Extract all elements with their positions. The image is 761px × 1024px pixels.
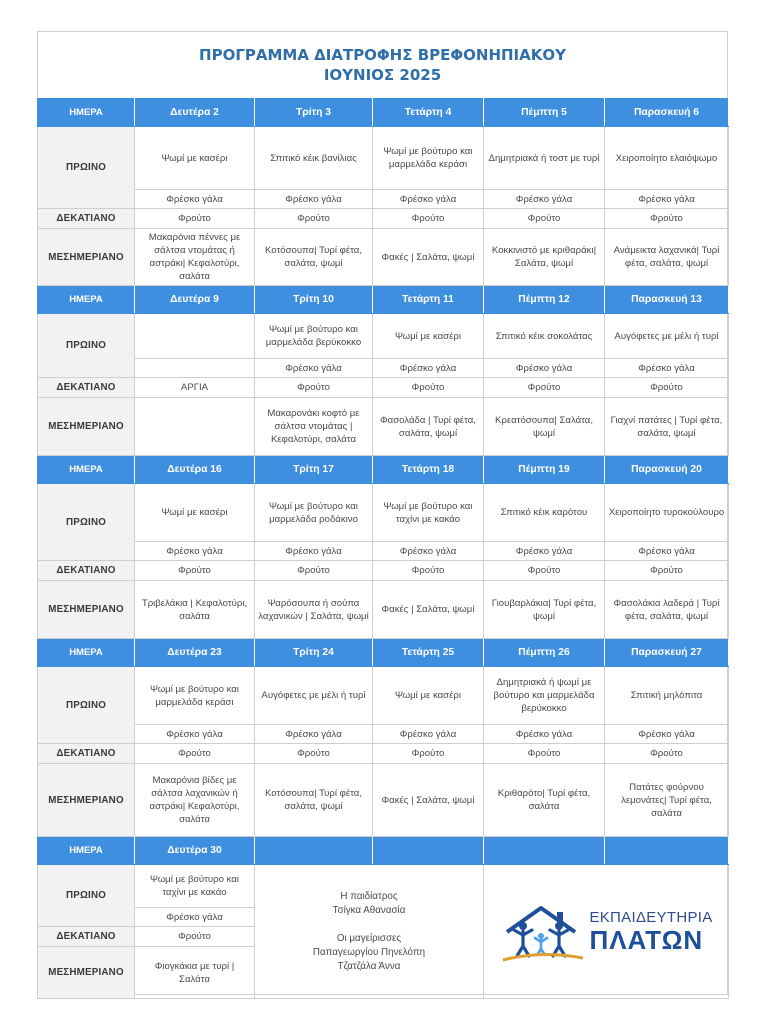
- breakfast-label: ΠΡΩΙΝΟ: [38, 667, 135, 744]
- breakfast-cell: Σπιτικό κέικ καρότου: [484, 484, 605, 542]
- day-header: Παρασκευή 27: [605, 639, 729, 667]
- snack-cell: Φρούτο: [484, 561, 605, 581]
- breakfast-cell: Αυγόφετες με μέλι ή τυρί: [605, 314, 729, 359]
- milk-row: [38, 359, 729, 378]
- milk-cell: Φρέσκο γάλα: [373, 190, 484, 209]
- milk-row: [38, 542, 729, 561]
- school-logo: [484, 902, 728, 962]
- signatures-block: [255, 865, 484, 999]
- lunch-cell: [135, 398, 255, 456]
- day-header: Πέμπτη 19: [484, 456, 605, 484]
- snack-row: [38, 561, 729, 581]
- snack-cell: Φρούτο: [373, 378, 484, 398]
- breakfast-cell: Ψωμί με κασέρι: [373, 314, 484, 359]
- milk-cell: Φρέσκο γάλα: [135, 725, 255, 744]
- milk-cell: Φρέσκο γάλα: [135, 190, 255, 209]
- day-header: Τρίτη 24: [255, 639, 373, 667]
- week-header-row: [38, 639, 729, 667]
- milk-cell: Φρέσκο γάλα: [255, 190, 373, 209]
- day-header: Παρασκευή 13: [605, 286, 729, 314]
- snack-label: ΔΕΚΑΤΙΑΝΟ: [38, 561, 135, 581]
- day-header: Παρασκευή 6: [605, 99, 729, 127]
- snack-cell: Φρούτο: [605, 209, 729, 229]
- lunch-cell: Φασολάκια λαδερά | Τυρί φέτα, σαλάτα, ψωμί: [605, 581, 729, 639]
- day-header: Πέμπτη 12: [484, 286, 605, 314]
- milk-cell: Φρέσκο γάλα: [484, 542, 605, 561]
- week-header-row: [38, 456, 729, 484]
- lunch-cell: Γιουβαρλάκια| Τυρί φέτα, ψωμί: [484, 581, 605, 639]
- snack-label: ΔΕΚΑΤΙΑΝΟ: [38, 744, 135, 764]
- breakfast-row: [38, 667, 729, 725]
- milk-cell: Φρέσκο γάλα: [605, 359, 729, 378]
- breakfast-cell: Ψωμί με κασέρι: [373, 667, 484, 725]
- milk-cell: Φρέσκο γάλα: [605, 542, 729, 561]
- logo-subtitle: ΕΚΠΑΙΔΕΥΤΗΡΙΑ: [589, 909, 713, 926]
- breakfast-row: [38, 484, 729, 542]
- snack-cell: ΑΡΓΙΑ: [135, 378, 255, 398]
- empty-header: [605, 837, 729, 865]
- lunch-row: [38, 581, 729, 639]
- day-header: Παρασκευή 20: [605, 456, 729, 484]
- snack-cell: Φρούτο: [484, 744, 605, 764]
- snack-label: ΔΕΚΑΤΙΑΝΟ: [38, 927, 135, 947]
- breakfast-cell: Ψωμί με βούτυρο και ταχίνι με κακάο: [373, 484, 484, 542]
- day-column-label: ΗΜΕΡΑ: [38, 99, 135, 127]
- day-header: Δευτέρα 16: [135, 456, 255, 484]
- day-column-label: ΗΜΕΡΑ: [38, 456, 135, 484]
- pediatrician-title: Η παιδίατρος: [340, 890, 398, 902]
- day-column-label: ΗΜΕΡΑ: [38, 639, 135, 667]
- lunch-cell: Μακαρονάκι κοφτό με σάλτσα ντομάτας | Κεφαλοτύρι, σαλάτα: [255, 398, 373, 456]
- logo-block: [484, 865, 729, 999]
- lunch-label: ΜΕΣΗΜΕΡΙΑΝΟ: [38, 229, 135, 286]
- snack-cell: Φρούτο: [605, 561, 729, 581]
- lunch-cell: Μακαρόνια βίδες με σάλτσα λαχανικών ή αστράκι| Κεφαλοτύρι, σαλάτα: [135, 764, 255, 837]
- snack-cell: Φρούτο: [255, 209, 373, 229]
- lunch-cell: Πατάτες φούρνου λεμονάτες| Τυρί φέτα, σαλάτα: [605, 764, 729, 837]
- day-header: Τετάρτη 4: [373, 99, 484, 127]
- empty-header: [255, 837, 373, 865]
- breakfast-row: [38, 127, 729, 190]
- breakfast-cell: Ψωμί με κασέρι: [135, 484, 255, 542]
- breakfast-label: ΠΡΩΙΝΟ: [38, 314, 135, 378]
- cook-name: Παπαγεωργίου Πηνελόπη: [312, 946, 426, 958]
- snack-cell: Φρούτο: [135, 209, 255, 229]
- snack-row: [38, 378, 729, 398]
- breakfast-cell: Δημητριακά ή ψωμί με βούτυρο και μαρμελάδα βερύκοκκο: [484, 667, 605, 725]
- lunch-cell: Κοτόσουπα| Τυρί φέτα, σαλάτα, ψωμί: [255, 764, 373, 837]
- breakfast-cell: Αυγόφετες με μέλι ή τυρί: [255, 667, 373, 725]
- snack-cell: Φρούτο: [135, 744, 255, 764]
- day-header: Πέμπτη 5: [484, 99, 605, 127]
- milk-row: [38, 725, 729, 744]
- breakfast-cell: Σπιτική μηλόπιτα: [605, 667, 729, 725]
- breakfast-cell: Ψωμί με βούτυρο και ταχίνι με κακάο: [135, 865, 255, 908]
- day-header: Δευτέρα 23: [135, 639, 255, 667]
- milk-cell: Φρέσκο γάλα: [484, 725, 605, 744]
- day-header: Τετάρτη 11: [373, 286, 484, 314]
- lunch-cell: Φιογκάκια με τυρί | Σαλάτα: [135, 947, 255, 999]
- breakfast-cell: Σπιτικό κέικ βανίλιας: [255, 127, 373, 190]
- milk-cell: Φρέσκο γάλα: [484, 190, 605, 209]
- breakfast-cell: Σπιτικό κέικ σοκολάτας: [484, 314, 605, 359]
- snack-cell: Φρούτο: [135, 561, 255, 581]
- day-header: Τετάρτη 25: [373, 639, 484, 667]
- breakfast-row: [38, 865, 729, 908]
- lunch-label: ΜΕΣΗΜΕΡΙΑΝΟ: [38, 398, 135, 456]
- snack-label: ΔΕΚΑΤΙΑΝΟ: [38, 209, 135, 229]
- milk-cell: Φρέσκο γάλα: [255, 359, 373, 378]
- snack-cell: Φρούτο: [605, 378, 729, 398]
- lunch-label: ΜΕΣΗΜΕΡΙΑΝΟ: [38, 947, 135, 999]
- day-header: Δευτέρα 2: [135, 99, 255, 127]
- day-header: Τρίτη 10: [255, 286, 373, 314]
- breakfast-cell: Χειροποίητο ελαιόψωμο: [605, 127, 729, 190]
- milk-cell: Φρέσκο γάλα: [605, 725, 729, 744]
- breakfast-cell: [135, 314, 255, 359]
- day-header: Πέμπτη 26: [484, 639, 605, 667]
- lunch-row: [38, 229, 729, 286]
- lunch-cell: Φακές | Σαλάτα, ψωμί: [373, 764, 484, 837]
- milk-cell: Φρέσκο γάλα: [373, 542, 484, 561]
- lunch-cell: Κοκκινιστό με κριθαράκι|Σαλάτα, ψωμί: [484, 229, 605, 286]
- breakfast-cell: Ψωμί με βούτυρο και μαρμελάδα κεράσι: [373, 127, 484, 190]
- milk-cell: Φρέσκο γάλα: [135, 908, 255, 927]
- family-house-icon: [499, 902, 585, 962]
- milk-cell: Φρέσκο γάλα: [373, 359, 484, 378]
- pediatrician-name: Τσίγκα Αθανασία: [332, 904, 406, 916]
- page-title: [37, 31, 728, 98]
- snack-cell: Φρούτο: [255, 561, 373, 581]
- milk-row: [38, 190, 729, 209]
- lunch-cell: Τριβελάκια | Κεφαλοτύρι, σαλάτα: [135, 581, 255, 639]
- milk-cell: Φρέσκο γάλα: [255, 725, 373, 744]
- empty-header: [373, 837, 484, 865]
- snack-cell: Φρούτο: [484, 209, 605, 229]
- day-header: Δευτέρα 9: [135, 286, 255, 314]
- lunch-cell: Ψαρόσουπα ή σούπα λαχανικών | Σαλάτα, ψωμί: [255, 581, 373, 639]
- breakfast-cell: Ψωμί με βούτυρο και μαρμελάδα ροδάκινο: [255, 484, 373, 542]
- breakfast-label: ΠΡΩΙΝΟ: [38, 127, 135, 209]
- lunch-label: ΜΕΣΗΜΕΡΙΑΝΟ: [38, 764, 135, 837]
- logo-title: ΠΛΑΤΩΝ: [589, 925, 704, 955]
- week-header-row: [38, 837, 729, 865]
- day-header: Τρίτη 3: [255, 99, 373, 127]
- breakfast-cell: Ψωμί με βούτυρο και μαρμελάδα κεράσι: [135, 667, 255, 725]
- lunch-row: [38, 764, 729, 837]
- empty-header: [484, 837, 605, 865]
- day-header: Τρίτη 17: [255, 456, 373, 484]
- milk-cell: Φρέσκο γάλα: [484, 359, 605, 378]
- snack-cell: Φρούτο: [373, 561, 484, 581]
- week-header-row: [38, 99, 729, 127]
- lunch-cell: Φακές | Σαλάτα, ψωμί: [373, 581, 484, 639]
- snack-cell: Φρούτο: [373, 209, 484, 229]
- breakfast-row: [38, 314, 729, 359]
- breakfast-cell: Χειροποίητο τυροκούλουρο: [605, 484, 729, 542]
- cooks-title: Οι μαγείρισσες: [336, 932, 402, 944]
- milk-cell: Φρέσκο γάλα: [373, 725, 484, 744]
- day-header: Δευτέρα 30: [135, 837, 255, 865]
- lunch-cell: Φακές | Σαλάτα, ψωμί: [373, 229, 484, 286]
- milk-cell: Φρέσκο γάλα: [255, 542, 373, 561]
- cook-name: Τζατζάλα Άννα: [337, 960, 401, 972]
- menu-table: [37, 98, 729, 999]
- milk-cell: Φρέσκο γάλα: [135, 542, 255, 561]
- lunch-cell: Κοτόσουπα| Τυρί φέτα, σαλάτα, ψωμί: [255, 229, 373, 286]
- snack-cell: Φρούτο: [484, 378, 605, 398]
- breakfast-label: ΠΡΩΙΝΟ: [38, 484, 135, 561]
- day-header: Τετάρτη 18: [373, 456, 484, 484]
- lunch-cell: Ανάμεικτα λαχανικά| Τυρί φέτα, σαλάτα, ψωμί: [605, 229, 729, 286]
- snack-cell: Φρούτο: [255, 378, 373, 398]
- snack-cell: Φρούτο: [373, 744, 484, 764]
- breakfast-cell: Ψωμί με κασέρι: [135, 127, 255, 190]
- breakfast-cell: Ψωμί με βούτυρο και μαρμελάδα βερύκοκκο: [255, 314, 373, 359]
- week-header-row: [38, 286, 729, 314]
- lunch-cell: Γιαχνί πατάτες | Τυρί φέτα, σαλάτα, ψωμί: [605, 398, 729, 456]
- snack-row: [38, 744, 729, 764]
- snack-row: [38, 209, 729, 229]
- title-line-2: ΙΟΥΝΙΟΣ 2025: [323, 65, 442, 84]
- breakfast-label: ΠΡΩΙΝΟ: [38, 865, 135, 927]
- breakfast-cell: Δημητριακά ή τοστ με τυρί: [484, 127, 605, 190]
- milk-cell: Φρέσκο γάλα: [605, 190, 729, 209]
- title-line-1: ΠΡΟΓΡΑΜΜΑ ΔΙΑΤΡΟΦΗΣ ΒΡΕΦΟΝΗΠΙΑΚΟΥ: [199, 45, 566, 64]
- lunch-cell: Μακαρόνια πέννες με σάλτσα ντομάτας ή αστράκι| Κεφαλοτύρι, σαλάτα: [135, 229, 255, 286]
- milk-cell: [135, 359, 255, 378]
- snack-label: ΔΕΚΑΤΙΑΝΟ: [38, 378, 135, 398]
- snack-cell: Φρούτο: [255, 744, 373, 764]
- lunch-cell: Φασολάδα | Τυρί φέτα, σαλάτα, ψωμί: [373, 398, 484, 456]
- snack-cell: Φρούτο: [605, 744, 729, 764]
- day-column-label: ΗΜΕΡΑ: [38, 837, 135, 865]
- lunch-cell: Κριθαρότο| Τυρί φέτα, σαλάτα: [484, 764, 605, 837]
- lunch-row: [38, 398, 729, 456]
- snack-cell: Φρούτο: [135, 927, 255, 947]
- lunch-cell: Κρεατόσουπα| Σαλάτα, ψωμί: [484, 398, 605, 456]
- lunch-label: ΜΕΣΗΜΕΡΙΑΝΟ: [38, 581, 135, 639]
- day-column-label: ΗΜΕΡΑ: [38, 286, 135, 314]
